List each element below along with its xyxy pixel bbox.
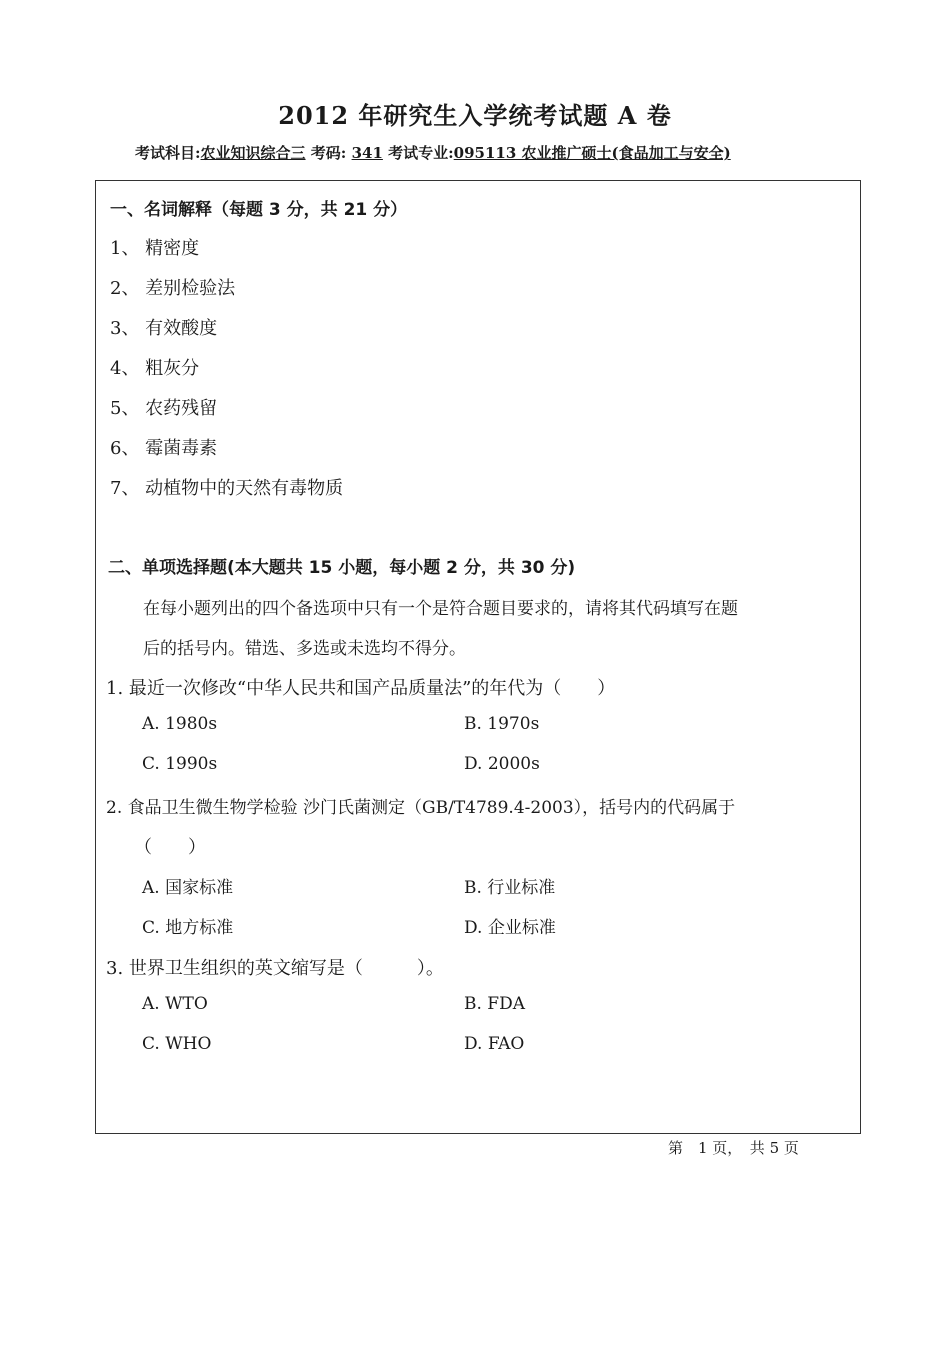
section1-heading: 一、名词解释（每题 3 分，共 21 分） (110, 200, 408, 220)
term-item: 5、 农药残留 (110, 398, 218, 419)
section2-intro: 后的括号内。错选、多选或未选均不得分。 (143, 639, 466, 659)
option-b: B. FDA (464, 994, 526, 1014)
major-value: 095113 农业推广硕士(食品加工与安全) (453, 144, 731, 162)
option-a: A. WTO (142, 994, 208, 1014)
option-c: C. WHO (142, 1034, 212, 1054)
option-c: C. 地方标准 (142, 918, 234, 938)
question-stem: 2. 食品卫生微生物学检验 沙门氏菌测定（GB/T4789.4-2003），括号内的代码属于 (106, 798, 736, 818)
subject-label: 考试科目: (135, 144, 201, 162)
option-a: A. 国家标准 (142, 878, 234, 898)
code-value: 341 (351, 144, 383, 162)
option-d: D. FAO (464, 1034, 525, 1054)
option-d: D. 企业标准 (464, 918, 556, 938)
term-item: 3、 有效酸度 (110, 318, 218, 339)
option-a: A. 1980s (142, 714, 218, 734)
option-b: B. 1970s (464, 714, 540, 734)
exam-info (135, 142, 855, 163)
option-b: B. 行业标准 (464, 878, 556, 898)
term-item: 4、 粗灰分 (110, 358, 200, 379)
exam-title: 2012 年研究生入学统考试题 A 卷 (278, 101, 672, 130)
major-label: 考试专业: (388, 144, 454, 162)
term-item: 1、 精密度 (110, 238, 200, 259)
question-stem-cont: （ ） (134, 837, 206, 858)
subject-value: 农业知识综合三 (200, 144, 306, 162)
option-c: C. 1990s (142, 754, 218, 774)
option-d: D. 2000s (464, 754, 540, 774)
term-item: 2、 差别检验法 (110, 278, 236, 299)
question-stem: 1. 最近一次修改“中华人民共和国产品质量法”的年代为（ ） (106, 678, 616, 699)
section2-heading: 二、单项选择题(本大题共 15 小题，每小题 2 分，共 30 分) (108, 558, 576, 578)
term-item: 7、 动植物中的天然有毒物质 (110, 478, 344, 499)
page-number: 第 1 页， 共 5 页 (668, 1139, 799, 1157)
question-stem: 3. 世界卫生组织的英文缩写是（ ）。 (106, 958, 444, 979)
code-label: 考码: (310, 144, 347, 162)
term-item: 6、 霉菌毒素 (110, 438, 218, 459)
section2-intro: 在每小题列出的四个备选项中只有一个是符合题目要求的，请将其代码填写在题 (143, 599, 738, 619)
